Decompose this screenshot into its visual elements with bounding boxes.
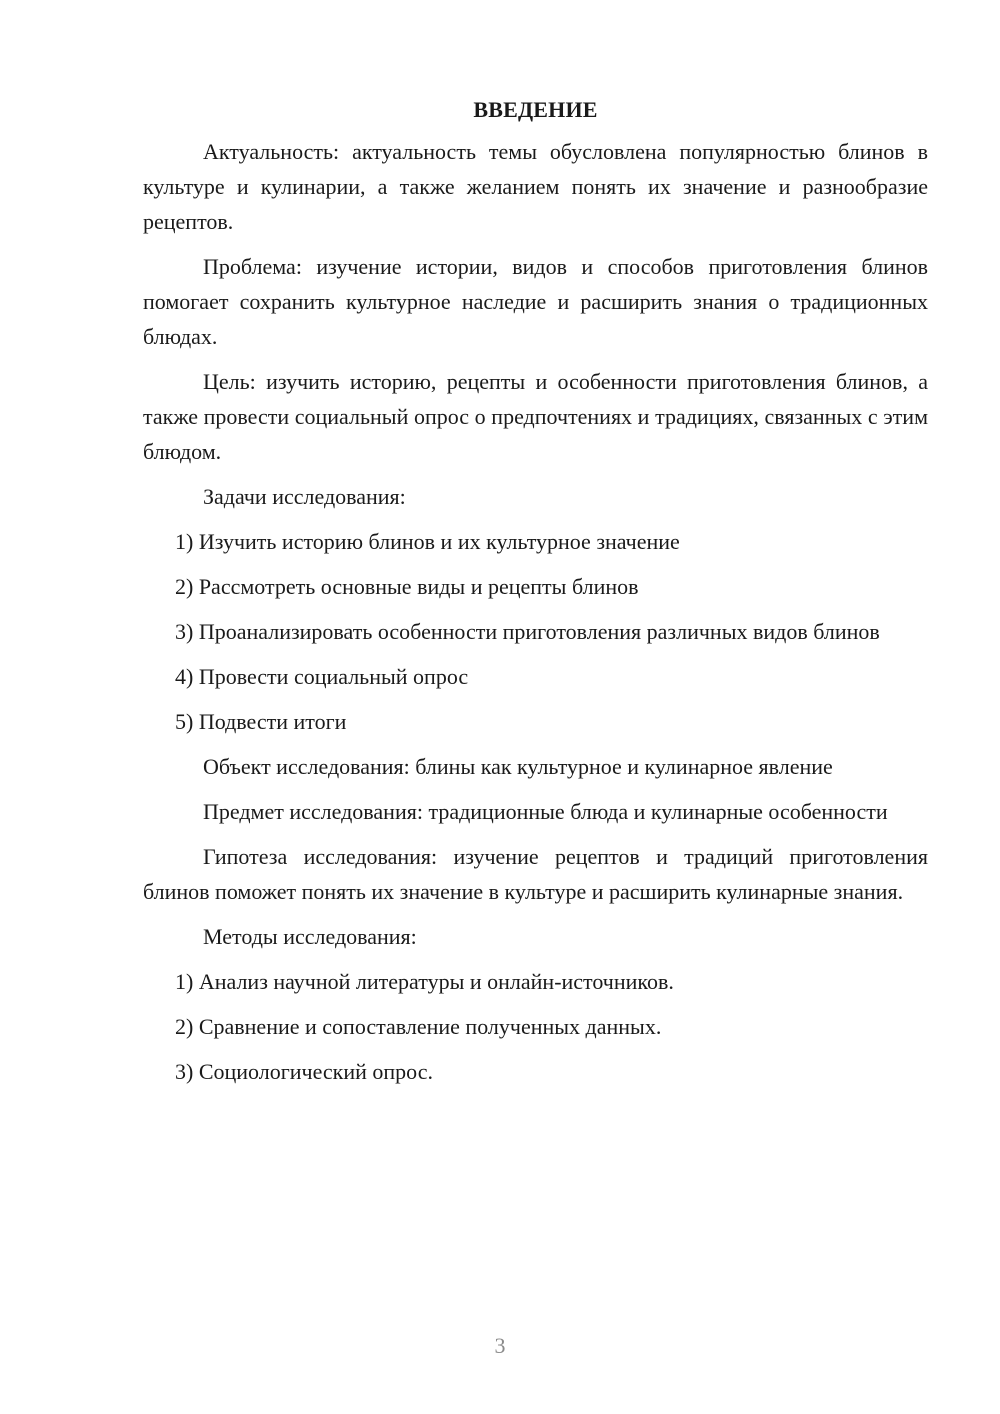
- methods-heading: Методы исследования:: [203, 924, 417, 949]
- task-item: 5) Подвести итоги: [175, 709, 347, 734]
- tasks-heading: Задачи исследования:: [203, 484, 406, 509]
- method-item: 1) Анализ научной литературы и онлайн-источников.: [175, 969, 674, 994]
- task-item: 4) Провести социальный опрос: [175, 664, 469, 689]
- task-item: 2) Рассмотреть основные виды и рецепты блинов: [175, 574, 639, 599]
- page-number: 3: [494, 1333, 506, 1358]
- hypothesis-paragraph: Гипотеза исследования: изучение рецептов и традиций приготовления блинов поможет понять их значение в культуре и расширить кулинарные знания.: [143, 844, 928, 904]
- subject-paragraph: Предмет исследования: традиционные блюда и кулинарные особенности: [203, 799, 888, 824]
- method-item: 3) Социологический опрос.: [175, 1059, 433, 1084]
- relevance-paragraph: Актуальность: актуальность темы обусловлена популярностью блинов в культуре и кулинарии, а также желанием понять их значение и разнообразие рецептов.: [143, 139, 928, 234]
- document-body: [143, 92, 928, 1099]
- task-item: 3) Проанализировать особенности приготовления различных видов блинов: [175, 619, 880, 644]
- object-paragraph: Объект исследования: блины как культурное и кулинарное явление: [203, 754, 833, 779]
- method-item: 2) Сравнение и сопоставление полученных данных.: [175, 1014, 662, 1039]
- task-item: 1) Изучить историю блинов и их культурное значение: [175, 529, 680, 554]
- section-title: ВВЕДЕНИЕ: [473, 97, 598, 122]
- problem-paragraph: Проблема: изучение истории, видов и способов приготовления блинов помогает сохранить культурное наследие и расширить знания о традиционных блюдах.: [143, 254, 928, 349]
- goal-paragraph: Цель: изучить историю, рецепты и особенности приготовления блинов, а также провести социальный опрос о предпочтениях и традициях, связанных с этим блюдом.: [143, 369, 928, 464]
